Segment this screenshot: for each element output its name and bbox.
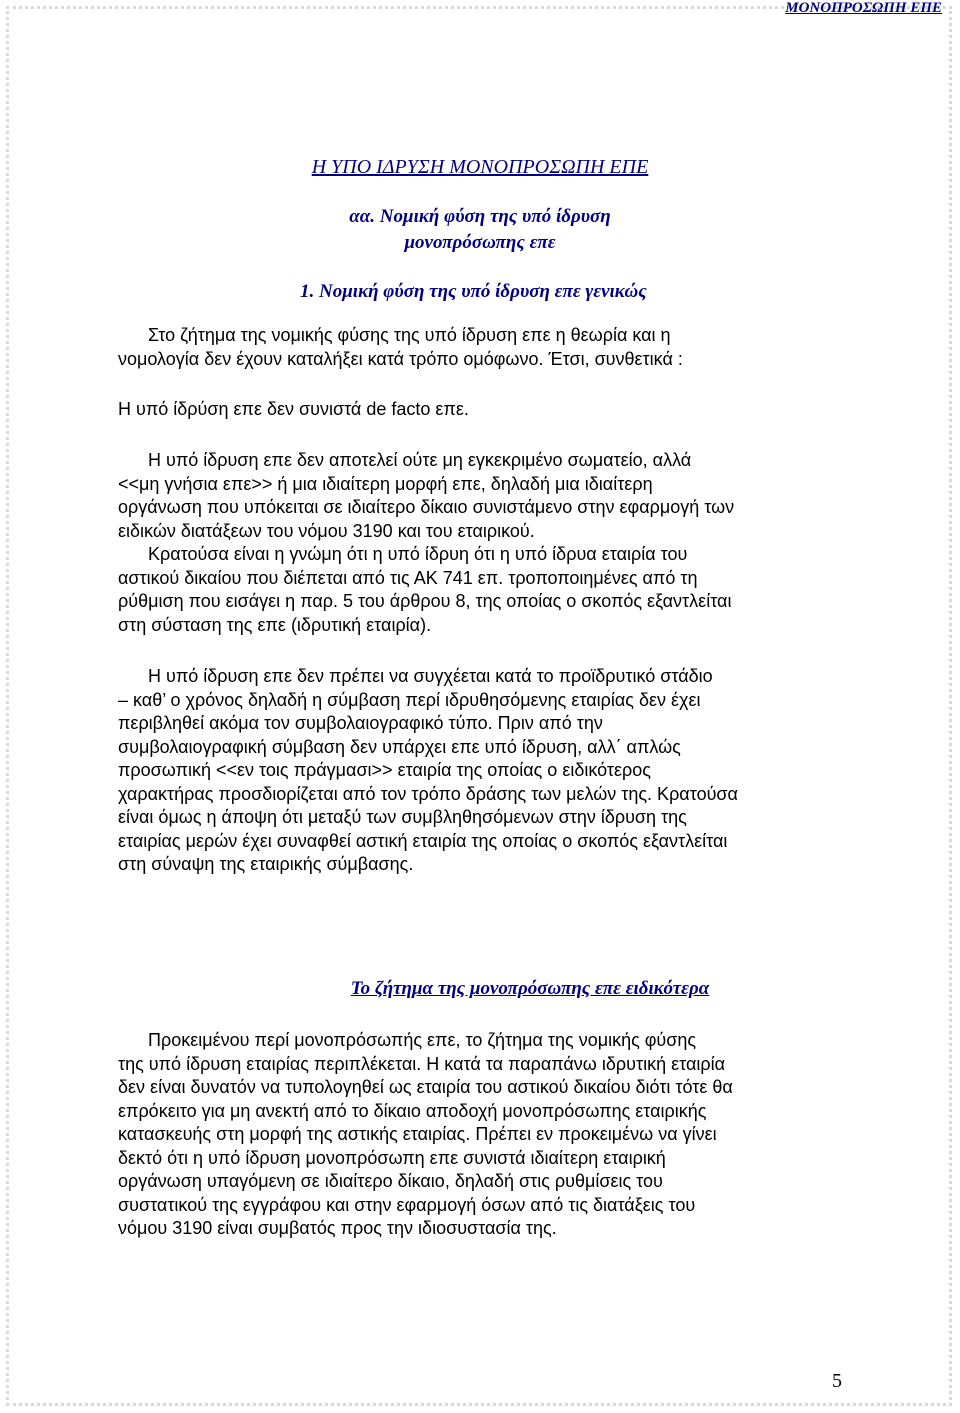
paragraph-line: νόμου 3190 είναι συμβατός προς την ιδιοσυστασία της. <box>118 1218 557 1238</box>
paragraph-line: αστικού δικαίου που διέπεται από τις ΑΚ 741 επ. τροποποιημένες από τη <box>118 567 698 588</box>
paragraph-line: Στο ζήτημα της νομικής φύσης της υπό ίδρυση επε η θεωρία και η <box>118 325 671 345</box>
paragraph-line: νομολογία δεν έχουν καταλήξει κατά τρόπο ομόφωνο. Έτσι, συνθετικά : <box>118 348 683 369</box>
paragraph-line: της υπό ίδρυση εταιρίας περιπλέκεται. Η κατά τα παραπάνω ιδρυτική εταιρία <box>118 1053 726 1074</box>
section-heading-line-1: αα. Νομική φύση της υπό ίδρυση <box>349 206 611 227</box>
subsection-heading: 1. Νομική φύση της υπό ίδρυση επε γενικώς <box>300 281 647 302</box>
paragraph-line: ειδικών διατάξεων του νόμου 3190 και του εταιρικού. <box>118 520 535 541</box>
section-heading <box>0 204 960 256</box>
paragraph-line: – καθ’ ο χρόνος δηλαδή η σύμβαση περί ιδρυθησόμενης εταιρίας δεν έχει <box>118 689 701 710</box>
paragraph-line: Προκειμένου περί μονοπρόσωπής επε, το ζήτημα της νομικής φύσης <box>118 1030 697 1050</box>
paragraph-5 <box>118 1029 848 1241</box>
paragraph-2 <box>118 398 848 422</box>
paragraph-4 <box>118 665 848 877</box>
paragraph-line: στη σύσταση της επε (ιδρυτική εταιρία). <box>118 614 432 635</box>
paragraph-3 <box>118 449 848 637</box>
paragraph-line: συμβολαιογραφική σύμβαση δεν υπάρχει επε υπό ίδρυση, αλλ΄ απλώς <box>118 736 681 757</box>
paragraph-line: Η υπό ίδρυση επε δεν αποτελεί ούτε μη εγκεκριμένο σωματείο, αλλά <box>118 450 692 470</box>
paragraph-line: περιβληθεί ακόμα τον συμβολαιογραφικό τύπο. Πριν από την <box>118 713 603 733</box>
paragraph-line: επρόκειτο για μη ανεκτή από το δίκαιο αποδοχή μονοπρόσωπης εταιρικής <box>118 1100 707 1121</box>
paragraph-line: οργάνωση υπαγόμενη σε ιδιαίτερο δίκαιο, δηλαδή στις ρυθμίσεις του <box>118 1171 663 1191</box>
paragraph-line: εταιρίας μερών έχει συναφθεί αστική εταιρία της οποίας ο σκοπός εξαντλείται <box>118 830 728 851</box>
document-title: Η ΥΠΟ ΙΔΡΥΣΗ ΜΟΝΟΠΡΟΣΩΠΗ ΕΠΕ <box>311 156 649 178</box>
paragraph-line: Η υπό ίδρύση επε δεν συνιστά de facto επε. <box>118 399 469 419</box>
paragraph-line: προσωπική <<εν τοις πράγμασι>> εταιρία της οποίας ο ειδικότερος <box>118 760 651 780</box>
paragraph-1 <box>118 324 848 371</box>
paragraph-line: συστατικού της εγγράφου και στην εφαρμογή όσων από τις διατάξεις του <box>118 1194 696 1215</box>
paragraph-line: στη σύναψη της εταιρικής σύμβασης. <box>118 854 414 874</box>
section-heading-line-2: μονοπρόσωπης επε <box>404 232 556 253</box>
paragraph-line: ρύθμιση που εισάγει η παρ. 5 του άρθρου 8, της οποίας ο σκοπός εξαντλείται <box>118 591 732 611</box>
paragraph-line: είναι όμως η άποψη ότι μεταξύ των συμβληθησόμενων στην ίδρυση της <box>118 807 687 827</box>
paragraph-line: χαρακτήρας προσδιορίζεται από τον τρόπο δράσης των μελών της. Κρατούσα <box>118 783 738 804</box>
paragraph-line: κατασκευής στη μορφή της αστικής εταιρίας. Πρέπει εν προκειμένω να γίνει <box>118 1124 717 1144</box>
paragraph-line: δεκτό ότι η υπό ίδρυση μονοπρόσωπη επε συνιστά ιδιαίτερη εταιρική <box>118 1147 666 1168</box>
paragraph-line: δεν είναι δυνατόν να τυπολογηθεί ως εταιρία του αστικού δικαίου διότι τότε θα <box>118 1077 733 1097</box>
paragraph-line: Η υπό ίδρυση επε δεν πρέπει να συγχέεται κατά το προϊδρυτικό στάδιο <box>118 666 713 686</box>
running-header: ΜΟΝΟΠΡΟΣΩΠΗ ΕΠΕ <box>785 0 942 16</box>
paragraph-line: Κρατούσα είναι η γνώμη ότι η υπό ίδρυη ότι η υπό ίδρυα εταιρία του <box>118 544 688 564</box>
paragraph-line: <<μη γνήσια επε>> ή μια ιδιαίτερη μορφή επε, δηλαδή μια ιδιαίτερη <box>118 473 653 494</box>
paragraph-line: οργάνωση που υπόκειται σε ιδιαίτερο δίκαιο συνιστάμενο στην εφαρμογή των <box>118 497 735 517</box>
subsection-heading-special: Το ζήτημα της μονοπρόσωπης επε ειδικότερα <box>350 978 710 999</box>
page-number: 5 <box>832 1370 842 1392</box>
